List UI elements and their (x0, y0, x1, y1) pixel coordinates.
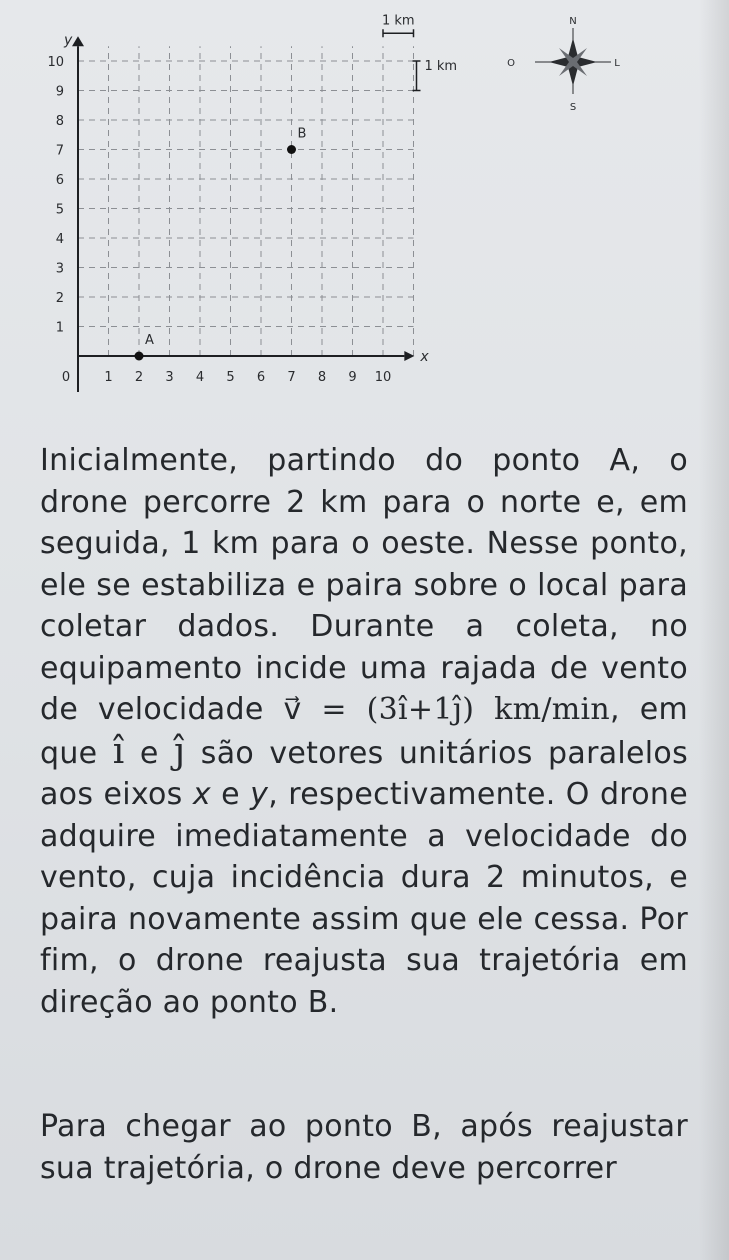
coordinate-figure (0, 0, 729, 440)
point-a-label: A (145, 333, 154, 348)
axes (63, 32, 429, 392)
page-edge-shadow (699, 0, 729, 1260)
paragraph-2: Para chegar ao ponto B, após reajustar sua trajetória, o drone deve percorrer (40, 1109, 688, 1186)
x-tick-label: 2 (134, 370, 144, 385)
y-tick-label: 7 (55, 143, 64, 159)
y-tick-label: 10 (47, 55, 64, 70)
variable-x: x (192, 777, 211, 812)
problem-statement (40, 440, 688, 1189)
y-axis-arrow (72, 36, 84, 46)
x-axis-arrow (404, 351, 414, 361)
point-b-label: B (297, 126, 307, 142)
points (135, 127, 307, 361)
compass-label-w: O (507, 58, 515, 69)
scale-label-v: 1 km (424, 58, 458, 74)
dashed-grid (78, 46, 414, 356)
x-tick-label: 4 (195, 370, 205, 385)
x-tick-label: 8 (317, 370, 327, 385)
point-b-marker (287, 145, 296, 154)
velocity-formula: v⃗ = (3î+1ĵ) km/min (283, 692, 611, 727)
x-tick-label: 6 (256, 370, 266, 385)
y-axis-label: y (64, 32, 73, 49)
y-tick-label: 1 (55, 320, 64, 336)
point-a-marker (135, 352, 144, 361)
unit-vector-j: ĵ (173, 730, 186, 772)
compass-label-s: S (569, 102, 577, 113)
scale-label-h: 1 km (381, 13, 415, 29)
y-tick-label: 5 (55, 202, 64, 218)
x-tick-label: 3 (165, 370, 174, 385)
x-tick-label: 1 (104, 370, 113, 385)
paragraph-1-part-1: Inicialmente, partindo do ponto A, o drone percorre 2 km para o norte e, em seguida, 1 km para o oeste. Nesse ponto, ele se estabiliza e paira sobre o local para coletar dados. Durante a coleta, no equipamento incide uma rajada de vento de velocidade (40, 443, 688, 727)
compass-label-n: N (569, 16, 577, 27)
conjunction-e: e (124, 735, 174, 771)
paragraph-1-part-2: , em que (40, 692, 688, 771)
unit-vector-i: î (112, 730, 125, 772)
conjunction-e-2: e (210, 777, 251, 812)
x-tick-label: 5 (226, 370, 235, 385)
y-tick-label: 8 (55, 114, 64, 129)
compass-rose-icon (507, 16, 620, 113)
x-tick-label: 10 (374, 370, 392, 385)
scale-bars (382, 13, 457, 90)
x-axis-label: x (420, 349, 429, 365)
y-tick-label: 3 (55, 261, 64, 277)
y-tick-label: 2 (55, 291, 64, 306)
y-tick-label: 4 (55, 232, 64, 247)
paragraph-1-part-4: , respectivamente. O drone adquire imediatamente a velocidade do vento, cuja incidência dura 2 minutos, e paira novamente assim que ele cessa. Por fim, o drone reajusta sua trajetória em direção ao ponto B. (40, 777, 688, 1020)
tick-labels (47, 55, 391, 385)
x-tick-label: 7 (287, 370, 296, 385)
paragraph-1 (40, 440, 688, 1023)
y-tick-label: 6 (55, 173, 64, 188)
compass-label-e: L (614, 58, 620, 69)
paragraph-1-part-3: são vetores unitários paralelos aos eixos (40, 735, 688, 812)
variable-y: y (250, 777, 269, 812)
x-tick-label: 9 (348, 370, 357, 385)
y-tick-label: 9 (55, 84, 64, 100)
x-tick-label: 0 (61, 370, 71, 385)
